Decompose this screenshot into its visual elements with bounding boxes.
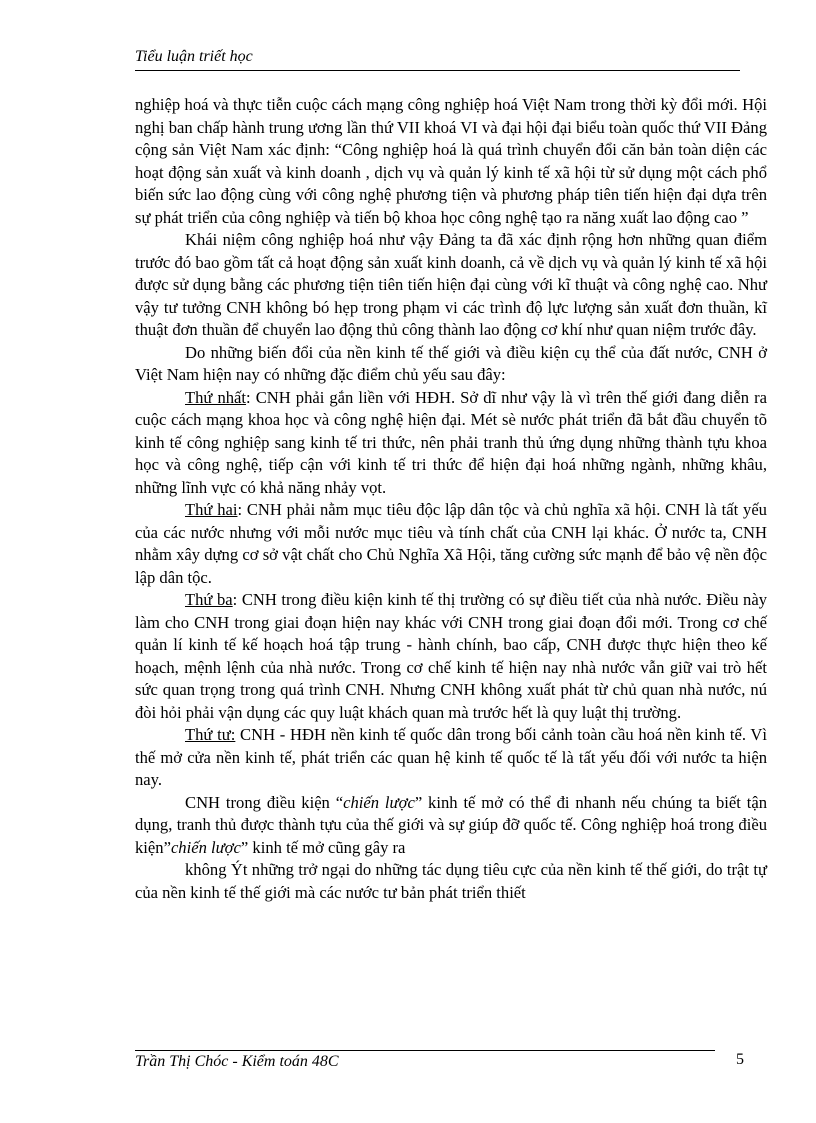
- third-point-label: Thứ ba: [185, 590, 233, 609]
- strategy-text-b: ” kinh tế mở có thể đi nhanh nếu chúng ta biết tận dụng, tranh thủ được thành tựu của thế giới và sự giúp đỡ quốc tế. Công nghiệp hoá trong điều kiện”: [135, 792, 767, 857]
- strategy-text-c: ” kinh tế mở cũng gây ra: [240, 837, 406, 857]
- paragraph-first-point: [135, 387, 767, 500]
- footer-author: Trần Thị Chóc - Kiểm toán 48C: [135, 1053, 339, 1070]
- paragraph-last: không Ýt những trở ngại do những tác dụng tiêu cực của nền kinh tế thế giới, do trật tự của nền kinh tế thế giới mà các nước tư bản phát triển thiết: [135, 860, 767, 902]
- fourth-point-text: CNH - HĐH nền kinh tế quốc dân trong bối cảnh toàn cầu hoá nền kinh tế. Vì thế mở cửa nền kinh tế, phát triển các quan hệ kinh tế quốc tế là tất yếu đối với nước ta hiện nay.: [135, 725, 767, 789]
- third-point-text: : CNH trong điều kiện kinh tế thị trường có sự điều tiết của nhà nước. Điều này làm cho CNH trong giai đoạn hiện nay khác với CNH trong giai đoạn đổi mới. Trong cơ chế quản lí kinh tế kế hoạch hoá tập trung - hành chính, bao cấp, CNH được thực hiện theo kế hoạch, mệnh lệnh của nhà nước. Trong cơ chế kinh tế hiện nay nhà nước vẫn giữ vai trò hết sức quan trọng trong quá trình CNH. Nhưng CNH không xuất phát từ chủ quan nhà nước, nú đòi hỏi phải vận dụng các quy luật khách quan mà trước hết là quy luật thị trường.: [135, 590, 768, 722]
- footer-divider: [135, 1050, 715, 1051]
- second-point-text: : CNH phải nằm mục tiêu độc lập dân tộc và chủ nghĩa xã hội. CNH là tất yếu của các nước nhưng với mỗi nước mục tiêu và tính chất của CNH lại khác. Ở nước ta, CNH nhằm xây dựng cơ sở vật chất cho Chủ Nghĩa Xã Hội, tăng cường sức mạnh để bảo vệ nền độc lập dân tộc.: [135, 500, 767, 587]
- strategy-emphasis-2: chiến lược: [170, 837, 241, 857]
- first-point-text: : CNH phải gắn liền với HĐH. Sở dĩ như vậy là vì trên thế giới đang diễn ra cuộc cách mạng khoa học và công nghệ hiện đại. Mét sè nước phát triển đã bắt đầu chuyển tõ kinh tế công nghiệp sang kinh tế tri thức, nên phải tranh thủ ứng dụng những thành tựu khoa học và công nghệ, tiếp cận với kinh tế tri thức để hiện đại hoá những ngành, những khâu, những lĩnh vực có khả năng nhảy vọt.: [135, 387, 767, 497]
- second-point-label: Thứ hai: [185, 500, 238, 519]
- strategy-emphasis-1: chiến lược: [343, 792, 415, 812]
- page-header-title: Tiểu luận triết học: [135, 48, 253, 65]
- paragraph-fourth-point: [135, 724, 767, 792]
- fourth-point-label: Thứ tư:: [185, 725, 236, 744]
- page-number: 5: [736, 1051, 744, 1068]
- first-point-label: Thứ nhất: [185, 387, 247, 407]
- paragraph-1: nghiệp hoá và thực tiễn cuộc cách mạng công nghiệp hoá Việt Nam trong thời kỳ đổi mới. Hội nghị ban chấp hành trung ương lần thứ VII khoá VI và đại hội đại biểu toàn quốc thứ VII Đảng cộng sản Việt Nam xác định: “Công nghiệp hoá là quá trình chuyển đổi căn bản toàn diện các hoạt động sản xuất và kinh doanh , dịch vụ và quản lý kinh tế xã hội từ sử dụng một cách phổ biến sức lao động cùng với công nghệ phương tiện và phương pháp tiên tiến hiện đại dựa trên sự phát triển của công nghiệp và tiến bộ khoa học công nghệ tạo ra năng xuất lao động cao ”: [135, 95, 767, 227]
- paragraph-2: Khái niệm công nghiệp hoá như vậy Đảng ta đã xác định rộng hơn những quan điểm trước đó bao gồm tất cả hoạt động sản xuất kinh doanh, cả về dịch vụ và quản lý kinh tế xã hội được sử dụng bằng các phương tiện tiên tiến hiện đại cùng với kĩ thuật và công nghệ cao. Như vậy tư tưởng CNH không bó hẹp trong phạm vi các trình độ lực lượng sản xuất đơn thuần, kĩ thuật đơn thuần để chuyển lao động thủ công thành lao động cơ khí như quan niệm trước đây.: [135, 230, 767, 339]
- paragraph-second-point: [135, 499, 767, 589]
- header-divider: [135, 70, 740, 71]
- paragraph-3: Do những biến đổi của nền kinh tế thế giới và điều kiện cụ thể của đất nước, CNH ở Việt Nam hiện nay có những đặc điểm chủ yếu sau đây:: [135, 342, 767, 384]
- paragraph-third-point: [135, 589, 767, 724]
- strategy-text-a: CNH trong điều kiện “: [185, 792, 344, 812]
- document-body: [135, 94, 767, 904]
- paragraph-strategy: [135, 792, 767, 860]
